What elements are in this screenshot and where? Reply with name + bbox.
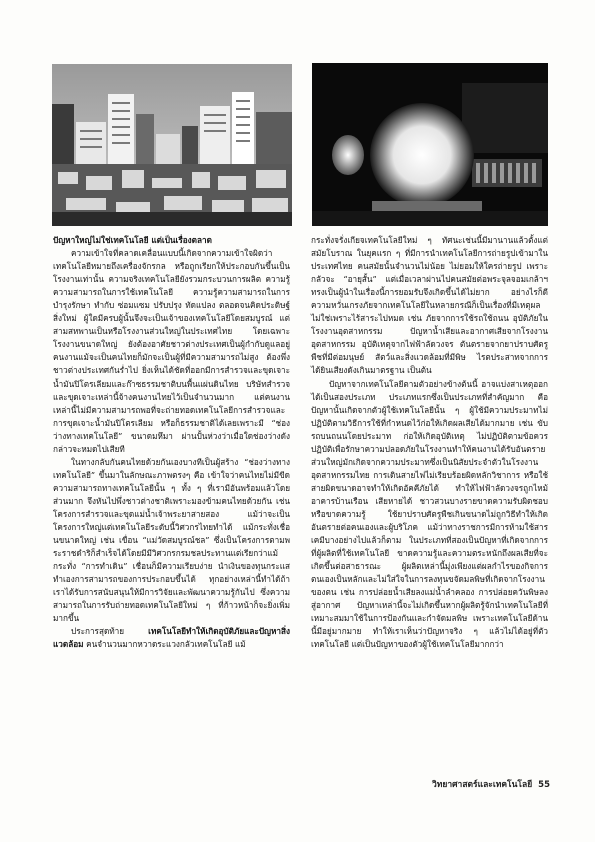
article-left-column (53, 234, 290, 652)
paragraph: ความเข้าใจที่คลาดเคลื่อนแบบนี้เกิดจากความเข้าใจผิดว่าเทคโนโลยีหมายถึงเครื่องจักรกล หรือถูกเรียกให้ประกอบกันขึ้นเป็นโรงงานเท่านั้น ความจริงเทคโนโลยียังรวมกระบวนการผลิต ความรู้ความสามารถในการใช้เทคโนโลยี ความรู้ความสามารถในการบำรุงรักษา ทำกับ ซ่อมแซม ปรับปรุง ทัดแปลง ตลอดจนคิดประดิษฐ์สิ่งใหม่ ผู้ใดมีครบผู้นั้นจึงจะเป็นเจ้าของเทคโนโลยีโดยสมบูรณ์ แต่สามสหพานเป็นหรือโรงงานส่วนใหญ่ในประเทศไทย โดยเฉพาะโรงงานขนาดใหญ่ ยังต้องอาศัยชาวต่างประเทศเป็นผู้กำกับดูแลอยู่ คนงานแม้จะเป็นคนไทยก็มักจะเป็นผู้ที่มีความสามารถไม่สูง ต้องพึ่งชาวต่างประเทศกันร่ำไป ยิ่งเห็นได้ชัดที่ออกมีการสำรวจและขุดเจาะน้ำมันปิโตรเลียมและก๊าซธรรมชาติบนพื้นแผ่นดินไทย บริษัทสำรวจและขุดเจาะเหล่านี้จ้างคนงานไทยไว้เป็นจำนวนมาก แต่คนงานเหล่านี้ไม่มีความสามารถพอที่จะถ่ายทอดเทคโนโลยีการสำรวจและการขุดเจาะน้ำมันปิโตรเลียม หรือก็ธรรมชาติได้เลยเพราะมี “ช่องว่างทางเทคโนโลยี” ขนาดมหึมา ผ่านปั้นห่วงว่าเมื่อใดช่องว่างดังกล่าวจะหมดไปเสียที (53, 248, 290, 454)
page-footer (400, 777, 550, 791)
paragraph-last (53, 625, 290, 651)
paragraph: ปัญหาจากเทคโนโลยีตามตัวอย่างข้างต้นนี้ อาจแบ่งสาเหตุออกได้เป็นสองประเภท ประเภทแรกซึ่งเป็นประเภทที่สำคัญมาก คือปัญหานั้นเกิดจากตัวผู้ใช้เทคโนโลยีนั้น ๆ ผู้ใช้มีความประมาทไม่ปฏิบัติตามวิธีการใช้ที่กำหนดไว้ก่อให้เกิดผลเสียได้มากมาย เช่น ขับรถบนถนนโดยประมาท ก่อให้เกิดอุบัติเหตุ ไม่ปฏิบัติตามข้อควรปฏิบัติเพื่อรักษาความปลอดภัยในโรงงานทำให้คนงานได้รับอันตราย ส่วนใหญ่มักเกิดจากความประมาทซึ่งเป็นนิสัยประจำตัวในโรงงานอุตสาหกรรมไทย การเดินสายไฟไม่เรียบร้อยผิดหลักวิชาการ หรือใช้สายผิดขนาดอาจทำให้เกิดอัคคีภัยได้ ทำให้ไฟฟ้าลัดวงจรถูกไหม้อาคารบ้านเรือน เสียหายได้ ชาวสวนบางรายขาดความรับผิดชอบหรือขาดความรู้ ใช้ยาปราบศัตรูพืชเกินขนาดไม่ถูกวิธีทำให้เกิดอันตรายต่อคนเองและผู้บริโภค แม้ว่าทางราชการมีการห้ามใช้สารเคมีบางอย่างไปแล้วก็ตาม ในประเภทที่สองเป็นปัญหาที่เกิดจากการที่ผู้ผลิตที่ใช้เทคโนโลยี ขาดความรู้และความตระหนักถึงผลเสียที่จะเกิดขึ้นต่อสาธารณะ ผู้ผลิตเหล่านี้มุ่งเพียงแต่ผลกำไรของกิจการตนเองเป็นหลักและไม่ใส่ใจในการลงทุนขจัดมลพิษที่เกิดจากโรงงานของตน เช่น การปล่อยน้ำเสียลงแม่น้ำลำคลอง การปล่อยควันพิษลงสู่อากาศ ปัญหาเหล่านี้จะไม่เกิดขึ้นหากผู้ผลิตรู้จักนำเทคโนโลยีที่เหมาะสมมาใช้ในการป้องกันและกำจัดมลพิษ เพราะเทคโนโลยีด้านนี้มีอยู่มากมาย ทำให้เราเห็นว่าปัญหาจริง ๆ แล้วไม่ได้อยู่ที่ตัวเทคโนโลยี แต่เป็นปัญหาของตัวผู้ใช้เทคโนโลยีมากกว่า (311, 378, 548, 650)
journal-name: วิทยาศาสตร์และเทคโนโลยี (432, 780, 533, 790)
article-right-column (311, 234, 548, 652)
paragraph: กระทั่งจรั่งเกียจเทคโนโลยีใหม่ ๆ ทัศนะเช่นนี้มีมานานแล้วตั้งแต่สมัยโบราณ ในยุคแรก ๆ ที่มีการนำเทคโนโลยีการถ่ายรูปเข้ามาในประเทศไทย คนสมัยนั้นจำนวนไม่น้อย ไม่ยอมให้ใครถ่ายรูป เพราะกลัวจะ “อายุสั้น” แต่เมื่อเวลาผ่านไปคนสมัยต่อพระจุลจอมเกล้าฯ ทรงเป็นผู้นำในเรื่องนี้การยอมรับจึงเกิดขึ้นได้ไม่ยาก อย่างไรก็ดีความหวั่นเกรงภัยจากเทคโนโลยีในหลายกรณีก็เป็นเรื่องที่มีเหตุผลไม่ใช่เพราะไร้สาระไปหมด เช่น ภัยจากการใช้รถใช้ถนน อุบัติภัยในโรงงานอุตสาหกรรม ปัญหาน้ำเสียและอากาศเสียจากโรงงานอุตสาหกรรม อุบัติเหตุจากไฟฟ้าลัดวงจร ตันตรายจากยาปราบศัตรูพืชที่มีต่อมนุษย์ สัตว์และสิ่งแวดล้อมที่มีพิษ ไรตประสาทจากการได้ยินเสียงดังเกินมาตรฐาน เป็นต้น (311, 235, 548, 376)
paragraph-rest: คนจำนวนมากหวาดระแวงกลัวเทคโนโลยี แม้ (86, 639, 246, 650)
city-skyline-photo (52, 64, 292, 226)
laboratory-equipment-illustration (312, 63, 548, 226)
city-skyline-illustration (52, 64, 292, 226)
paragraph-lead: ประการสุดท้าย (71, 626, 125, 637)
laboratory-equipment-photo (312, 63, 548, 226)
page-number: 55 (538, 780, 550, 790)
section-headline: ปัญหาใหญ่ไม่ใช่เทคโนโลยี แต่เป็นเรื่องตลาด (53, 235, 212, 245)
paragraph: ในทางกลับกันคนไทยด้วยกันเองบางทีเป็นผู้สร้าง “ช่องว่างทางเทคโนโลยี” ขึ้นมาในลักษณะภาพตรงๆ คือ เข้าใจว่าคนไทยไม่มีขีดความสามารถทางเทคโนโลยีนั้น ๆ ทั้ง ๆ ที่เรามีอันพร้อมแล้วโดยส่วนมาก จึงหันไปพึ่งชาวต่างชาติเพราะมองข้ามคนไทยด้วยกัน เช่น โครงการสำรวจและขุดแม่น้ำเจ้าพระยาสายสอง แม้ว่าจะเป็นโครงการใหญ่แต่เทคโนโลยีระดับนี้วิศวกรไทยทำได้ แม้กระทั่งเชื่อนขนาดใหญ่ เช่น เขื่อน “แม่วัดสมบูรณ์ชล” ซึ่งเป็นโครงการตามพระราชดำริก็สำเร็จได้โดยมีมีวิศวกรกรมชลประทานแต่เรียกว่าแม้กระทั่ง “การทำเดิน” เชื่อนก็มีความเรียบง่าย นำเงินของทุนกระแสทำเองการสามารถของการประกอบขึ้นได้ ทุกอย่างเหล่านี้ทำได้ถ้าเราได้รับการสนับสนุนให้มีการวิจัยและพัฒนาความรู้กันไป ซึ่งความสามารถในการรับถ่ายทอดเทคโนโลยีใหม่ ๆ ที่ก้าวหน้าก็จะยิ่งเพิ่มมากขึ้น (53, 456, 290, 624)
paragraph-emphasis: เทคโนโลยีทำให้เกิดอุบัติภัยและปัญหาสิ่งแวดล้อม (53, 626, 290, 650)
